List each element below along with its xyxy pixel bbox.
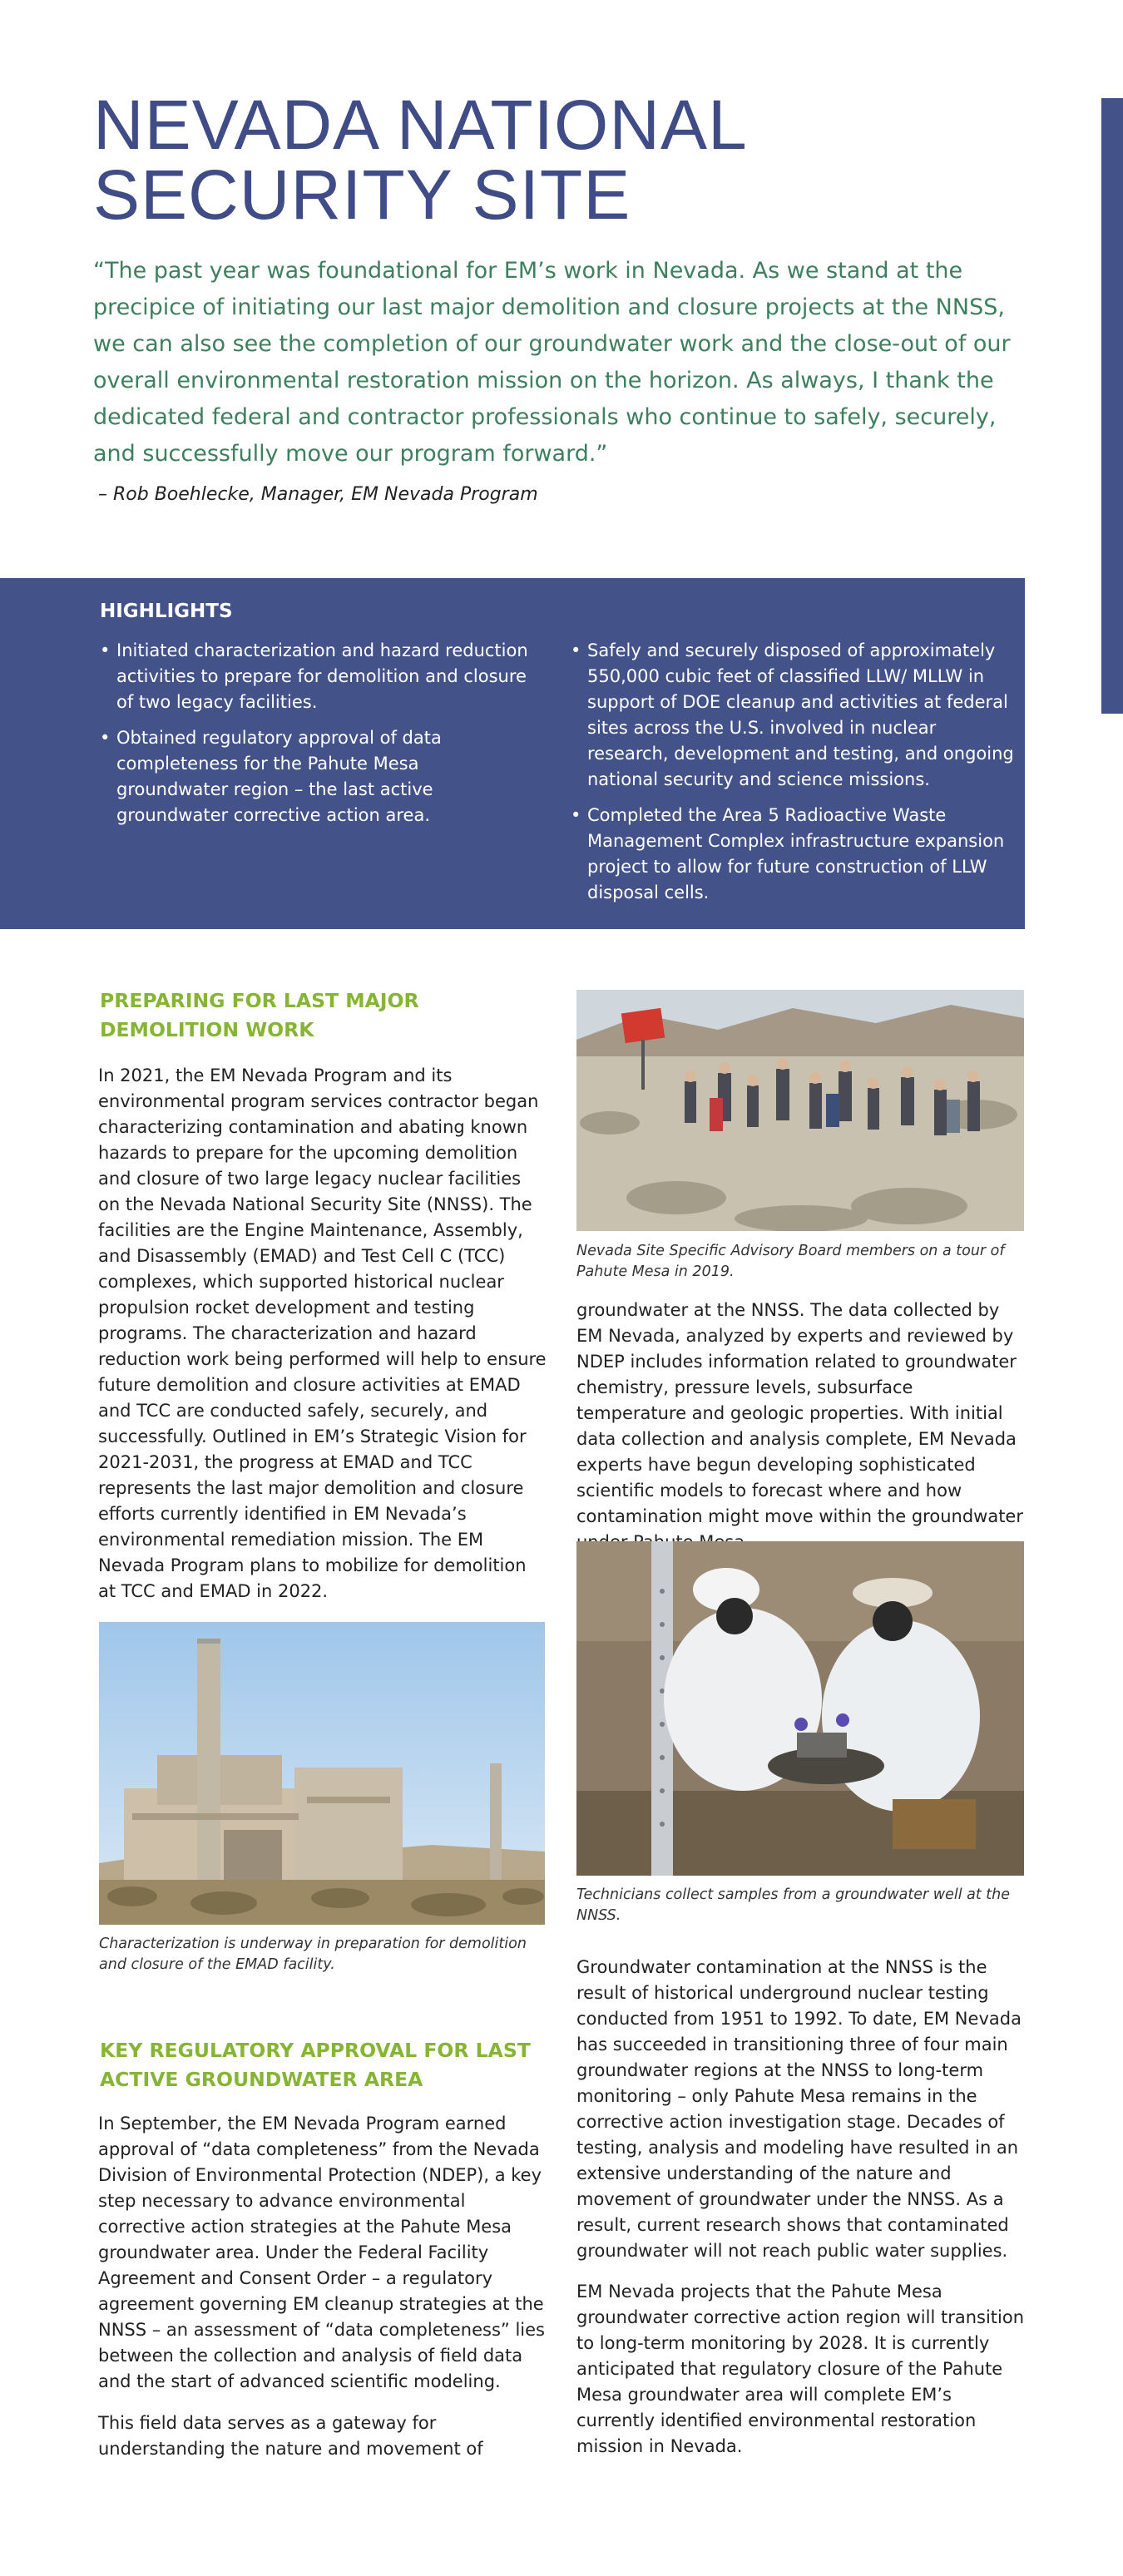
emad-facility-image — [99, 1622, 545, 1925]
page-title-line1: NEVADA NATIONAL — [93, 86, 748, 164]
section-body-groundwater-2: This field data serves as a gateway for understanding the nature and movement of — [98, 2413, 483, 2459]
highlights-list-right — [571, 638, 1017, 916]
page-title — [93, 86, 925, 234]
advisory-board-tour-image — [576, 990, 1024, 1231]
bullet-icon: • — [571, 640, 581, 660]
manager-quote: “The past year was foundational for EM’s work in Nevada. As we stand at the precipice of initiating our last major demolition and closure projects at the NNSS, we can also see the completion of our groundwater work and the close-out of our overall environmental restoration mission on the horizon. As always, I thank the dedicated federal and contractor professionals who continue to safely, securely, and successfully move our program forward.” — [93, 258, 1011, 467]
advisory-board-photo-caption: Nevada Site Specific Advisory Board members on a tour of Pahute Mesa in 2019. — [576, 1243, 1005, 1280]
advisory-board-tour-photo — [576, 990, 1024, 1231]
groundwater-data-text: groundwater at the NNSS. The data collected by EM Nevada, analyzed by experts and reviewed by NDEP includes information related to groundwater chemistry, pressure levels, subsurface temperature and geologic properties. With initial data collection and analysis complete, EM Nevada experts have begun developing sophisticated scientific models to forecast where and how contamination might move within the groundwater — [576, 1300, 1023, 1526]
section-body-demolition: In 2021, the EM Nevada Program and its environmental program services contractor began characterizing contamination and abating known hazards to prepare for the upcoming demolition and closure of two large legacy nuclear facilities on the Nevada National Security Site (NNSS). The facilities are the Engine Maintenance, Assembly, and Disassembly (EMAD) and Test Cell C (TCC) complexes, which supported historical nuclear propulsion rocket development and testing programs. The characterization and hazard reduction work being performed will help to ensure future demolition and closure activities at EMAD and TCC are conducted safely, securely, and successfully. Outlined in EM’s Strategic Vision for 2021-2031, the progress at EMAD and TCC represents the last major demolition and closure efforts currently identified in EM Nevada’s environmental remediation mission. The EM Nevada Program plans to mobilize for demolition at TCC and EMAD in 2022. — [98, 1066, 547, 1601]
bullet-icon: • — [100, 728, 111, 748]
highlights-panel — [0, 578, 1025, 929]
groundwater-sampling-photo — [576, 1541, 1024, 1876]
section-heading-groundwater: KEY REGULATORY APPROVAL FOR LAST ACTIVE GROUNDWATER AREA — [100, 2039, 531, 2091]
groundwater-history-text: Groundwater contamination at the NNSS is the result of historical underground nuclear testing conducted from 1951 to 1992. To date, EM Nevada has succeeded in transitioning three of four main groundwater regions at the NNSS to long-term monitoring – only Pahute Mesa remains in the corrective action investigation stage. Decades of testing, analysis and modeling have resulted in an extensive understanding of the nature and movement of groundwater under the NNSS. As a result, current research shows that contaminated groundwater will not reach public water supplies. — [576, 1957, 1022, 2261]
highlights-heading: HIGHLIGHTS — [100, 601, 233, 622]
highlight-item: • Completed the Area 5 Radioactive Waste Management Complex infrastructure expansion project to allow for future construction of LLW disposal cells. — [571, 803, 1017, 906]
sampling-photo-caption: Technicians collect samples from a groundwater well at the NNSS. — [576, 1886, 1011, 1924]
section-body-groundwater-1: In September, the EM Nevada Program earned approval of “data completeness” from the Nevada Division of Environmental Protection (NDEP), a key step necessary to advance environmental corrective action strategies at the Pahute Mesa groundwater area. Under the Federal Facility Agreement and Consent Order – a regulatory agreement governing EM cleanup strategies at the NNSS – an assessment of “data completeness” lies between the collection and analysis of field data and the start of advanced scientific modeling. — [98, 2114, 545, 2391]
emad-photo-caption: Characterization is underway in preparation for demolition and closure of the EMAD facility. — [99, 1936, 527, 1973]
emad-facility-photo — [99, 1622, 545, 1925]
groundwater-sampling-image — [576, 1541, 1024, 1876]
bullet-icon: • — [571, 805, 581, 825]
highlight-item: • Initiated characterization and hazard reduction activities to prepare for demolition and closure of two legacy facilities. — [100, 638, 531, 715]
section-heading-demolition: PREPARING FOR LAST MAJOR DEMOLITION WORK — [100, 989, 419, 1041]
bullet-icon: • — [100, 640, 111, 660]
side-tab-bar — [1101, 98, 1123, 714]
highlight-item: • Obtained regulatory approval of data completeness for the Pahute Mesa groundwater region – the last active groundwater corrective action area. — [100, 725, 531, 828]
page-title-line2: SECURITY SITE — [93, 156, 631, 234]
highlight-item: • Safely and securely disposed of approximately 550,000 cubic feet of classified LLW/ MLLW in support of DOE cleanup and activities at federal sites across the U.S. involved in nuclear research, development and testing, and ongoing national security and science missions. — [571, 638, 1017, 793]
quote-attribution: – Rob Boehlecke, Manager, EM Nevada Program — [98, 484, 538, 505]
pahute-mesa-projection-text: EM Nevada projects that the Pahute Mesa groundwater corrective action region will transition to long-term monitoring by 2028. It is currently anticipated that regulatory closure of the Pahute Mesa groundwater area will complete EM’s currently identified environmental restoration mission in Nevada. — [576, 2282, 1025, 2456]
highlights-list-left — [100, 638, 531, 838]
